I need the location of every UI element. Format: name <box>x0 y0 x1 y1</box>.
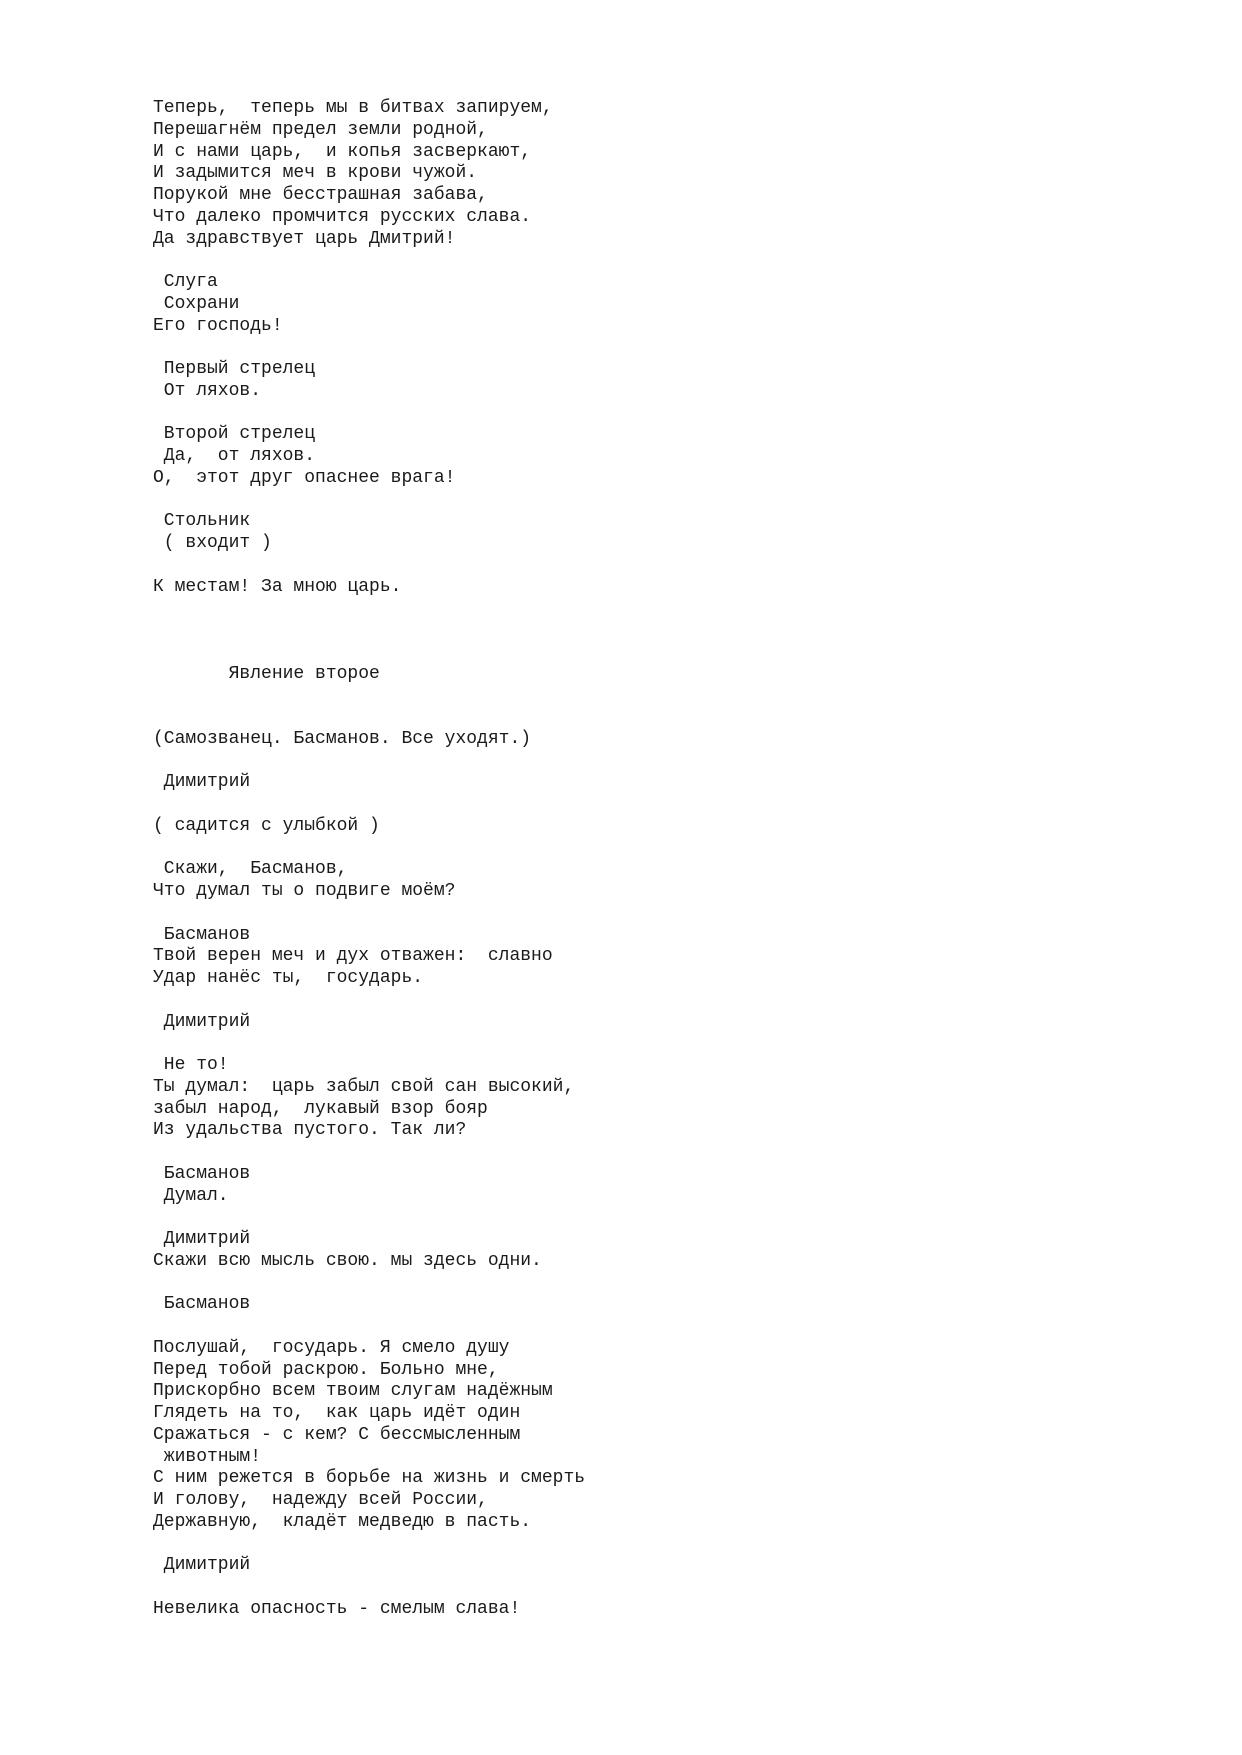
text-line: Его господь! <box>153 315 283 336</box>
text-line: Не то! <box>153 1055 229 1075</box>
text-line <box>153 642 585 664</box>
text-line: Слуга <box>153 272 218 292</box>
text-line <box>153 403 585 425</box>
text-line: Басманов <box>153 1294 251 1315</box>
text-line: Теперь, теперь мы в битвах запируем, <box>153 98 553 118</box>
text-line <box>153 620 585 642</box>
text-line: Явление второе <box>153 663 380 684</box>
text-line: Скажи всю мысль свою. мы здесь одни. <box>153 1250 542 1271</box>
text-line <box>153 990 585 1012</box>
text-line <box>153 555 585 577</box>
text-line: И с нами царь, и копья засверкают, <box>153 141 532 162</box>
text-line <box>153 1577 585 1599</box>
text-line: забыл народ, лукавый взор бояр <box>153 1098 488 1119</box>
text-line <box>153 903 585 925</box>
text-line: Да, от ляхов. <box>153 446 316 466</box>
text-line: Что далеко промчится русских слава. <box>153 206 532 227</box>
text-line <box>153 751 585 773</box>
text-line: Думал. <box>153 1185 229 1206</box>
text-line: Из удальства пустого. Так ли? <box>153 1120 467 1141</box>
text-line: Димитрий <box>153 1229 251 1249</box>
text-line: ( входит ) <box>153 533 272 553</box>
text-line: Димитрий <box>153 1011 251 1032</box>
text-line: Стольник <box>153 511 251 532</box>
text-line: Невелика опасность - смелым слава! <box>153 1598 521 1619</box>
text-line <box>153 1142 585 1164</box>
text-line: Державную, кладёт медведю в пасть. <box>153 1511 532 1532</box>
text-line <box>153 794 585 816</box>
text-line <box>153 598 585 620</box>
text-line: Сражаться - с кем? С бессмысленным <box>153 1424 521 1445</box>
text-line <box>153 838 585 860</box>
text-line: (Самозванец. Басманов. Все уходят.) <box>153 728 532 749</box>
text-line <box>153 1316 585 1338</box>
text-line: О, этот друг опаснее врага! <box>153 467 456 488</box>
text-line: животным! <box>153 1446 262 1467</box>
text-line <box>153 250 585 272</box>
text-line: ( садится с улыбкой ) <box>153 815 380 836</box>
text-line: Басманов <box>153 1163 251 1184</box>
text-line: Димитрий <box>153 772 251 793</box>
text-line: Послушай, государь. Я смело душу <box>153 1337 510 1358</box>
text-line: Да здравствует царь Дмитрий! <box>153 228 456 249</box>
text-line <box>153 1033 585 1055</box>
text-line <box>153 1273 585 1295</box>
text-line: От ляхов. <box>153 380 262 401</box>
text-line: Скажи, Басманов, <box>153 859 348 880</box>
text-line: Твой верен меч и дух отважен: славно <box>153 946 553 967</box>
play-text <box>153 98 585 1621</box>
text-line: И задымится меч в крови чужой. <box>153 163 478 184</box>
text-line: Что думал ты о подвиге моём? <box>153 881 456 901</box>
text-line: Порукой мне бесстрашная забава, <box>153 185 488 205</box>
text-line: Прискорбно всем твоим слугам надёжным <box>153 1381 553 1402</box>
text-line: Димитрий <box>153 1555 251 1576</box>
text-line <box>153 707 585 729</box>
text-line: Ты думал: царь забыл свой сан высокий, <box>153 1076 575 1097</box>
text-line: Второй стрелец <box>153 424 316 445</box>
text-line: Удар нанёс ты, государь. <box>153 968 424 988</box>
text-line: Сохрани <box>153 293 240 314</box>
text-line: Перед тобой раскрою. Больно мне, <box>153 1359 499 1380</box>
text-line: Басманов <box>153 924 251 945</box>
text-line: Глядеть на то, как царь идёт один <box>153 1403 521 1423</box>
text-line: С ним режется в борьбе на жизнь и смерть <box>153 1468 586 1489</box>
text-line <box>153 337 585 359</box>
text-line <box>153 490 585 512</box>
text-line <box>153 1207 585 1229</box>
text-line: Первый стрелец <box>153 359 316 379</box>
text-line <box>153 685 585 707</box>
text-line <box>153 1534 585 1556</box>
text-line: Перешагнём предел земли родной, <box>153 119 488 140</box>
text-line: И голову, надежду всей России, <box>153 1490 488 1510</box>
text-line: К местам! За мною царь. <box>153 576 402 597</box>
